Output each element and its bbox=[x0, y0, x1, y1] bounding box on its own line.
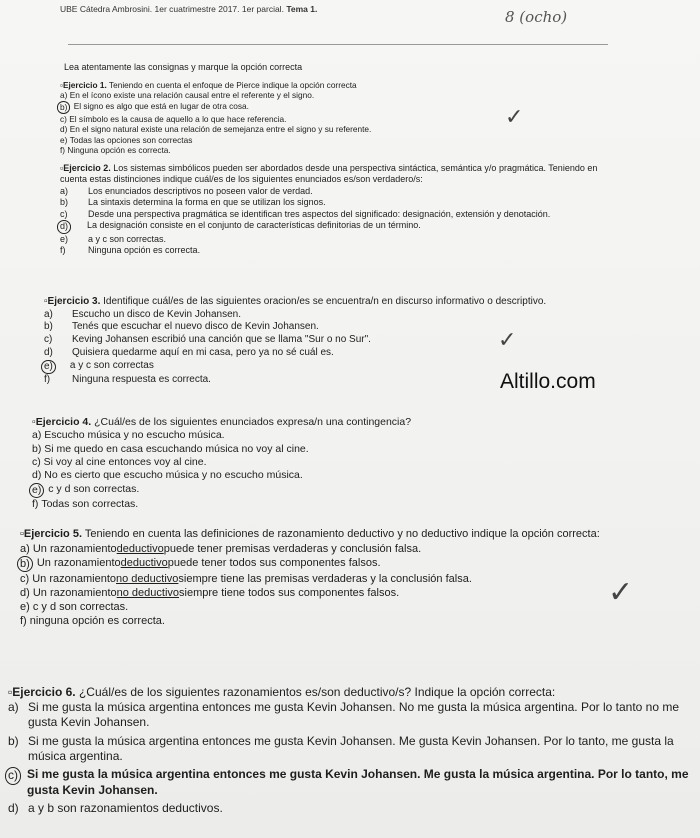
option-a[interactable]: a) Escucho música y no escucho música. bbox=[32, 429, 225, 442]
exercise-4-label: Ejercicio 4. bbox=[35, 416, 92, 428]
exercise-1-text: Teniendo en cuenta el enfoque de Pierce indique la opción correcta bbox=[106, 80, 357, 90]
exercise-6-statement bbox=[8, 685, 698, 700]
option-d[interactable]: d) Quisiera quedarme aquí en mi casa, pero ya no sé cuál es. bbox=[44, 346, 334, 358]
option-e-selected[interactable]: e) a y c son correctas bbox=[44, 360, 634, 375]
checkbox-icon: ▫ bbox=[8, 685, 13, 699]
option-c[interactable]: c) El símbolo es la causa de aquello a lo que hace referencia. bbox=[60, 113, 287, 124]
exercise-5-label: Ejercicio 5. bbox=[23, 528, 82, 540]
option-a[interactable]: a) Escucho un disco de Kevin Johansen. bbox=[44, 308, 241, 320]
exercise-1-label: Ejercicio 1. bbox=[62, 80, 107, 90]
option-a[interactable]: a) Los enunciados descriptivos no poseen valor de verdad. bbox=[60, 185, 313, 196]
exercise-5-text: Teniendo en cuenta las definiciones de razonamiento deductivo y no deductivo indique la opción correcta: bbox=[82, 528, 600, 540]
option-b[interactable]: b) Tenés que escuchar el nuevo disco de Kevin Johansen. bbox=[44, 321, 319, 333]
exercise-6 bbox=[8, 685, 698, 820]
option-e[interactable]: e) c y d son correctas. bbox=[20, 601, 129, 614]
option-d[interactable]: d) a y b son razonamientos deductivos. bbox=[8, 801, 223, 816]
option-d[interactable]: d) No es cierto que escucho música y no escucho música. bbox=[32, 469, 303, 482]
exercise-2 bbox=[60, 163, 620, 257]
option-c-selected[interactable]: c) Si me gusta la música argentina entonces me gusta Kevin Johansen. Me gusta la música argentina. Por lo tanto, me gusta Kevin Johansen. bbox=[8, 767, 698, 798]
checkmark-icon: ✓ bbox=[608, 575, 634, 610]
option-c[interactable]: c) Keving Johansen escribió una canción que se llama "Sur o no Sur". bbox=[44, 334, 371, 346]
exercise-4 bbox=[32, 416, 512, 512]
option-e-selected[interactable]: e) c y d son correctas. bbox=[32, 483, 512, 498]
checkmark-icon: ✓ bbox=[505, 105, 524, 130]
option-b[interactable]: b) La sintaxis determina la forma en que se utilizan los signos. bbox=[60, 197, 326, 208]
exercise-2-statement bbox=[60, 163, 620, 186]
header-tema: Tema 1. bbox=[286, 4, 318, 14]
instructions: Lea atentamente las consignas y marque la opción correcta bbox=[64, 62, 303, 72]
exercise-5 bbox=[20, 528, 665, 628]
exercise-2-label: Ejercicio 2. bbox=[63, 163, 111, 173]
option-b-selected[interactable]: b) Un razonamiento deductivo puede tener todos sus componentes falsos. bbox=[20, 556, 665, 572]
handwritten-grade: 8 (ocho) bbox=[505, 8, 568, 26]
option-f[interactable]: f) Ninguna respuesta es correcta. bbox=[44, 374, 211, 386]
exercise-1-statement bbox=[60, 80, 530, 90]
option-a[interactable]: a) Si me gusta la música argentina entonces me gusta Kevin Johansen. No me gusta la música argentina. Por lo tanto no me gusta Kevin Johansen. bbox=[8, 700, 680, 730]
option-e[interactable]: e) a y c son correctas. bbox=[60, 233, 167, 244]
exercise-2-text: Los sistemas simbólicos pueden ser abordados desde una perspectiva sintáctica, semántica y/o pragmática. Teniendo en cuenta estas distinciones indique cuál/es de los siguientes enunciados es/son verdadero/s: bbox=[60, 163, 598, 185]
option-f[interactable]: f) Ninguna opción es correcta. bbox=[60, 245, 201, 256]
option-c[interactable]: c) Si voy al cine entonces voy al cine. bbox=[32, 456, 207, 468]
option-d[interactable]: d) En el signo natural existe una relación de semejanza entre el signo y su referente. bbox=[60, 124, 372, 135]
checkbox-icon: ▫ bbox=[32, 416, 36, 428]
option-c[interactable]: c) Desde una perspectiva pragmática se identifican tres aspectos del significado: designación, extensión y denotación. bbox=[60, 208, 551, 219]
option-e[interactable]: e) Todas las opciones son correctas bbox=[60, 134, 193, 145]
option-c[interactable]: c) Un razonamiento no deductivo siempre tiene las premisas verdaderas y la conclusión falsa. bbox=[20, 572, 472, 585]
exercise-1 bbox=[60, 80, 530, 156]
exercise-4-statement bbox=[32, 416, 512, 429]
exercise-3-text: Identifique cuál/es de las siguientes oracion/es se encuentra/n en discurso informativo o descriptivo. bbox=[100, 296, 547, 307]
option-f[interactable]: f) Ninguna opción es correcta. bbox=[60, 145, 171, 156]
option-f[interactable]: f) ninguna opción es correcta. bbox=[20, 615, 165, 628]
watermark-text: Altillo.com bbox=[500, 370, 596, 393]
exercise-5-statement bbox=[20, 528, 665, 542]
exercise-3-statement bbox=[44, 296, 634, 309]
exercise-3-label: Ejercicio 3. bbox=[47, 296, 101, 307]
option-b[interactable]: b) Si me gusta la música argentina entonces me gusta Kevin Johansen. Me gusta Kevin Johansen. Por lo tanto, me gusta la música argentina. bbox=[8, 733, 674, 764]
option-f[interactable]: f) Todas son correctas. bbox=[32, 498, 139, 511]
checkbox-icon: ▫ bbox=[60, 163, 64, 173]
checkbox-icon: ▫ bbox=[20, 528, 24, 540]
exercise-4-text: ¿Cuál/es de los siguientes enunciados expresa/n una contingencia? bbox=[91, 416, 412, 428]
checkbox-icon: ▫ bbox=[60, 80, 63, 90]
exercise-6-label: Ejercicio 6. bbox=[12, 685, 76, 699]
option-b[interactable]: b) Si me quedo en casa escuchando música no voy al cine. bbox=[32, 442, 309, 455]
option-a[interactable]: a) Un razonamiento deductivo puede tener premisas verdaderas y conclusión falsa. bbox=[20, 542, 422, 555]
header-text: UBE Cátedra Ambrosini. 1er cuatrimestre 2017. 1er parcial. bbox=[60, 4, 284, 14]
exercise-6-text: ¿Cuál/es de los siguientes razonamientos es/son deductivo/s? Indique la opción correcta: bbox=[75, 685, 556, 699]
option-b-selected[interactable]: b) El signo es algo que está en lugar de otra cosa. bbox=[60, 101, 530, 114]
checkmark-icon: ✓ bbox=[498, 328, 517, 353]
option-d[interactable]: d) Un razonamiento no deductivo siempre tiene todos sus componentes falsos. bbox=[20, 586, 400, 599]
header-divider bbox=[68, 44, 608, 45]
option-a[interactable]: a) En el ícono existe una relación causal entre el referente y el signo. bbox=[60, 90, 315, 101]
checkbox-icon: ▫ bbox=[44, 296, 48, 307]
option-d-selected[interactable]: d) La designación consiste en el conjunto de características definitorias de un término. bbox=[60, 220, 620, 234]
